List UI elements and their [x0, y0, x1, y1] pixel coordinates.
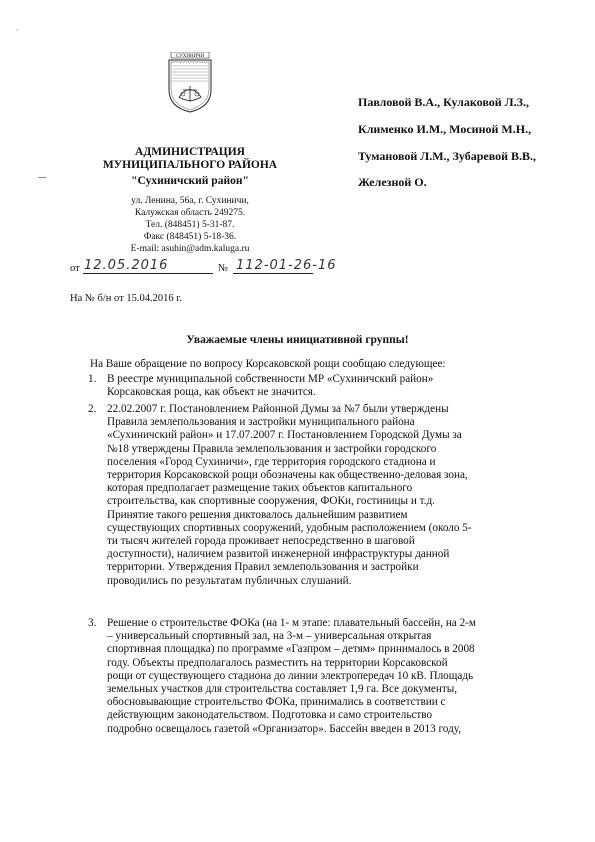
- list-item-number: 2.: [88, 403, 97, 415]
- text-line: обосновывающие строительство ФОКа, принимались в соответствии с: [107, 696, 446, 709]
- address-line2: Калужская область 249275.: [134, 208, 246, 218]
- addressee-line: Клименко И.М., Мосиной М.Н.,: [358, 122, 532, 136]
- email-line: E-mail: asuhin@adm.kaluga.ru: [130, 244, 250, 254]
- list-item-text: [107, 403, 558, 588]
- address-line1: ул. Ленина, 56а, г. Сухиничи,: [131, 196, 249, 206]
- intro-line: На Ваше обращение по вопросу Корсаковской рощи сообщаю следующее:: [90, 358, 446, 370]
- number-prefix: №: [218, 263, 229, 274]
- text-line: «Сухиничский район» и 17.07.2007 г. Постановлением Городской Думы за: [107, 429, 462, 442]
- outgoing-date: 12.05.2016: [84, 258, 169, 273]
- text-line: рощи от существующего стадиона до линии электропередач 10 кВ. Площадь: [107, 669, 474, 682]
- text-line: – универсальный спортивный зал, на 3-м – универсальная открытая: [107, 630, 432, 643]
- text-line: спортивная площадка) по программе «Газпром – детям» принималось в 2008: [107, 643, 475, 656]
- org-name-line2: МУНИЦИПАЛЬНОГО РАЙОНА: [102, 159, 278, 171]
- text-line: Принятие такого решения диктовалось дальнейшим развитием: [107, 508, 408, 521]
- date-underline: [83, 273, 213, 274]
- text-line: земельных участков для строительства составляет 1,9 га. Все документы,: [107, 683, 458, 696]
- text-line: Правила землепользования и застройки муниципального района: [107, 416, 415, 429]
- text-line: проводились по результатам публичных слушаний.: [107, 574, 352, 587]
- coat-of-arms-icon: [161, 52, 219, 114]
- text-line: территории. Утверждения Правил землепользования и застройки: [107, 561, 419, 574]
- list-item-text: [107, 373, 558, 399]
- reference-line: На № б/н от 15.04.2016 г.: [70, 293, 182, 304]
- text-line: В реестре муниципальной собственности МР «Сухиничский район»: [107, 373, 434, 385]
- text-line: 22.02.2007 г. Постановлением Районной Думы за №7 были утверждены: [107, 403, 449, 415]
- text-line: действующим законодательством. Подготовка и само строительство: [107, 709, 433, 722]
- text-line: году. Объекты предполагалось разместить на территории Корсаковской: [107, 656, 448, 669]
- text-line: подробно освещалось газетой «Организатор». Бассейн введен в 2013 году,: [107, 722, 462, 735]
- text-line: Решение о строительстве ФОКа (на 1- м этапе: плавательный бассейн, на 2-м: [107, 617, 476, 629]
- text-line: которая предполагает размещение таких объектов капитального: [107, 482, 413, 495]
- org-name-line1: АДМИНИСТРАЦИЯ: [135, 146, 245, 158]
- scan-dash: [38, 177, 46, 178]
- text-line: строительства, как спортивные сооружения, ФОКи, гостиницы и т.д.: [107, 495, 435, 508]
- phone-line: Тел. (848451) 5-31-87.: [145, 220, 235, 230]
- org-name-line3: "Сухиничский район": [131, 175, 249, 187]
- list-item-text: [107, 617, 558, 736]
- addressee-line: Железной О.: [358, 175, 427, 189]
- addressee-line: Тумановой Л.М., Зубаревой В.В.,: [358, 149, 537, 163]
- text-line: поселения «Город Сухиничи», где территория городского стадиона и: [107, 455, 436, 468]
- text-line: территория Корсаковской рощи обозначены как общественно-деловая зона,: [107, 469, 468, 482]
- scan-mark: ˇ: [16, 30, 18, 36]
- text-line: №18 утверждены Правила землепользования и застройки городского: [107, 442, 437, 455]
- date-prefix: от: [70, 263, 80, 274]
- addressee-line: Павловой В.А., Кулаковой Л.З.,: [358, 95, 529, 109]
- text-line: Корсаковская роща, как объект не значится.: [107, 386, 316, 399]
- greeting: Уважаемые члены инициативной группы!: [186, 334, 409, 346]
- outgoing-number: 112-01-26-16: [236, 258, 337, 273]
- text-line: ти тысяч жителей города проживает непосредственно в шаговой: [107, 535, 415, 548]
- list-item-number: 1.: [88, 373, 97, 385]
- number-underline: [233, 273, 313, 274]
- svg-text:СУХИНИЧИ: СУХИНИЧИ: [175, 54, 205, 59]
- text-line: доступности), наличием развитой инженерной инфраструктуры данной: [107, 548, 450, 561]
- text-line: существующих спортивных сооружений, удобным расположением (около 5-: [107, 521, 472, 534]
- list-item-number: 3.: [88, 617, 97, 629]
- fax-line: Факс (848451) 5-18-36.: [143, 232, 237, 242]
